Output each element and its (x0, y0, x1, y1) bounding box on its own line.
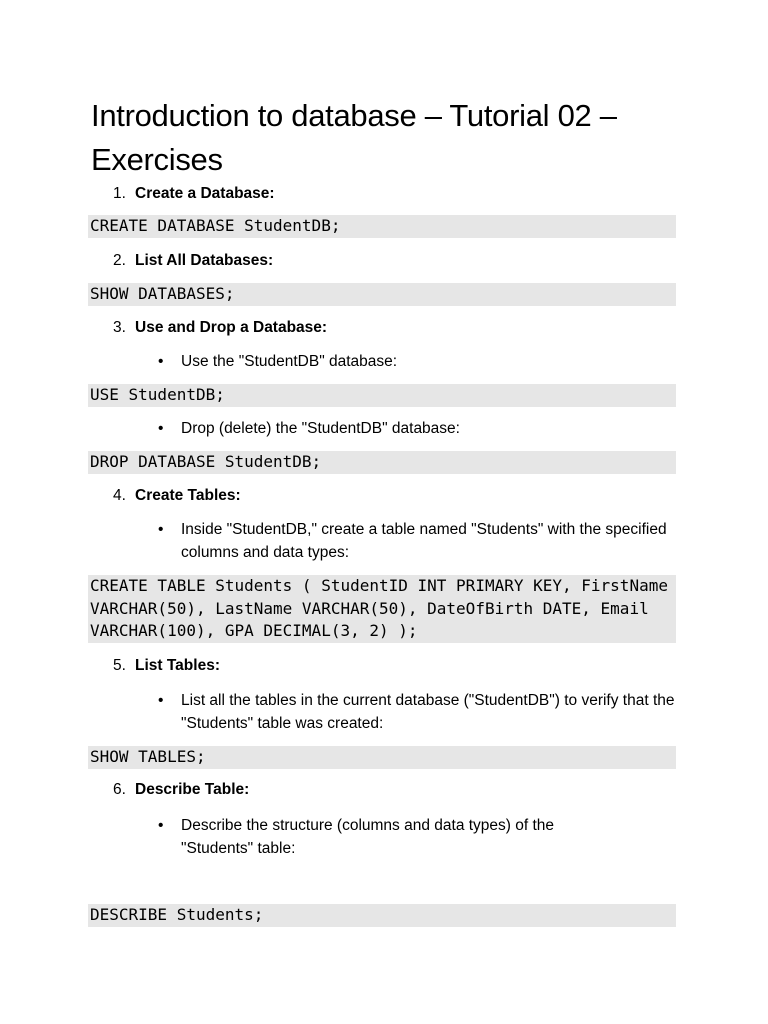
code-block-use-database: USE StudentDB; (88, 384, 676, 407)
bullet-describe-table (158, 814, 608, 860)
bullet-create-table (158, 518, 668, 564)
bullet-text: List all the tables in the current database ("StudentDB") to verify that the "Students" table was created: (181, 692, 675, 732)
section-title: Create a Database: (135, 185, 275, 202)
section-title: Create Tables: (135, 487, 241, 504)
bullet-dot: • (158, 353, 164, 370)
code-block-describe-table: DESCRIBE Students; (88, 904, 676, 927)
bullet-text: Drop (delete) the "StudentDB" database: (181, 420, 460, 437)
section-6-heading (113, 779, 249, 801)
section-title: Use and Drop a Database: (135, 319, 328, 336)
section-number: 3. (113, 319, 126, 336)
bullet-text: Use the "StudentDB" database: (181, 353, 398, 370)
section-number: 4. (113, 487, 126, 504)
code-block-create-database: CREATE DATABASE StudentDB; (88, 215, 676, 238)
bullet-text: Describe the structure (columns and data types) of the "Students" table: (181, 817, 555, 857)
bullet-list-tables (158, 689, 688, 735)
section-number: 5. (113, 657, 126, 674)
code-block-show-tables: SHOW TABLES; (88, 746, 676, 769)
section-number: 1. (113, 185, 126, 202)
bullet-drop-database (158, 417, 698, 440)
bullet-dot: • (158, 521, 164, 538)
section-title: List All Databases: (135, 252, 274, 269)
bullet-text: Inside "StudentDB," create a table named "Students" with the specified columns and data types: (181, 521, 667, 561)
section-number: 2. (113, 252, 126, 269)
document-title: Introduction to database – Tutorial 02 – Exercises (91, 98, 617, 177)
section-title: Describe Table: (135, 781, 250, 798)
bullet-dot: • (158, 692, 164, 709)
section-number: 6. (113, 781, 126, 798)
bullet-use-database (158, 350, 698, 373)
section-4-heading (113, 485, 241, 507)
section-title: List Tables: (135, 657, 220, 674)
section-1-heading (113, 183, 275, 205)
section-5-heading (113, 655, 220, 677)
bullet-dot: • (158, 420, 164, 437)
section-2-heading (113, 250, 273, 272)
code-block-create-table: CREATE TABLE Students ( StudentID INT PRIMARY KEY, FirstName VARCHAR(50), LastName VARCHAR(50), DateOfBirth DATE, Email VARCHAR(100), GPA DECIMAL(3, 2) ); (88, 575, 676, 643)
bullet-dot: • (158, 817, 164, 834)
code-block-drop-database: DROP DATABASE StudentDB; (88, 451, 676, 474)
code-block-show-databases: SHOW DATABASES; (88, 283, 676, 306)
section-3-heading (113, 317, 327, 339)
